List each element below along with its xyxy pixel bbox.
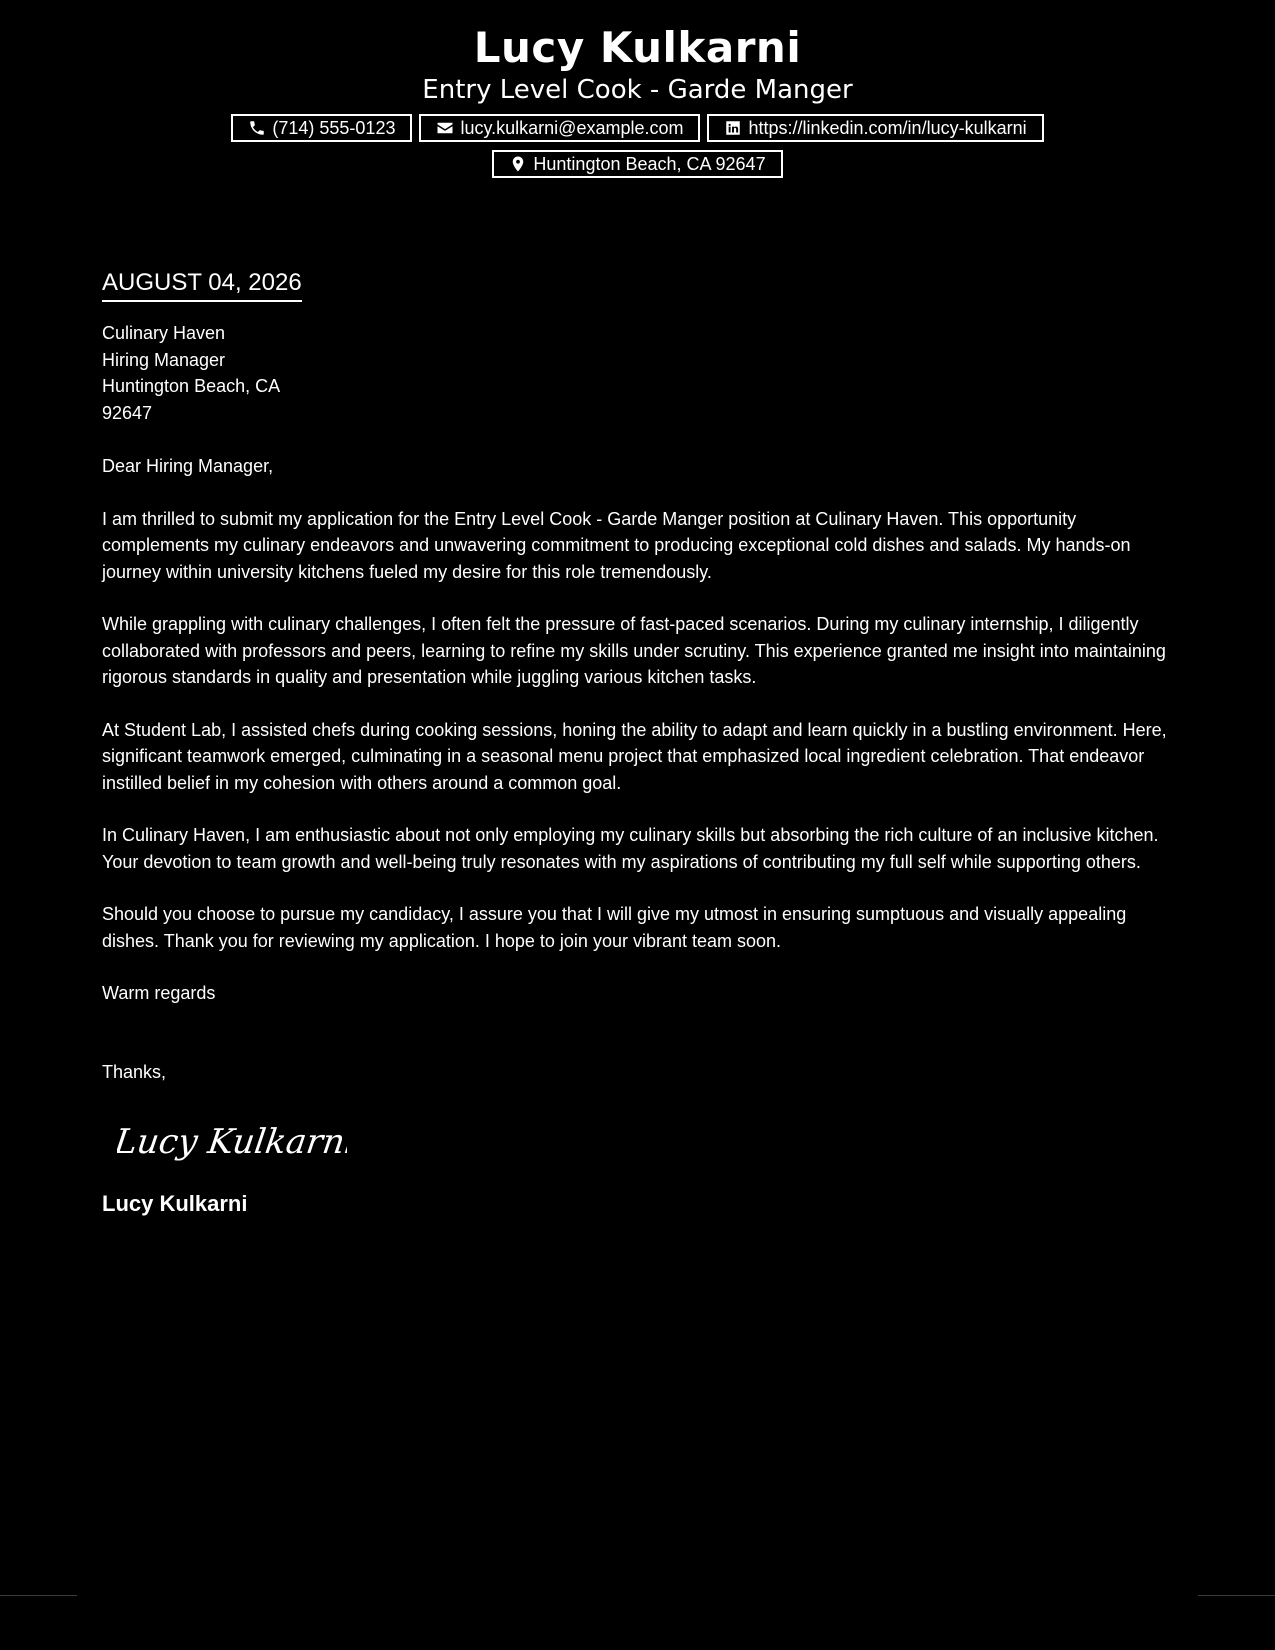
body-paragraph: I am thrilled to submit my application for the Entry Level Cook - Garde Manger position at Culinary Haven. This opportunity complements my culinary endeavors and unwavering commitment to producing exceptional cold dishes and salads. My hands-on journey within university kitchens fueled my desire for this role tremendously.	[102, 508, 1131, 582]
email-text: lucy.kulkarni@example.com	[460, 118, 684, 138]
applicant-role: Entry Level Cook - Garde Manger	[422, 75, 853, 105]
recipient-city: Huntington Beach, CA	[102, 376, 281, 396]
body-paragraph: While grappling with culinary challenges, I often felt the pressure of fast-paced scenarios. During my culinary internship, I diligently collaborated with professors and peers, learning to refine my skills under scrutiny. This experience granted me insight into maintaining rigorous standards in quality and presentation while juggling various kitchen tasks.	[102, 614, 1166, 687]
phone-text: (714) 555-0123	[272, 118, 396, 138]
recipient-title: Hiring Manager	[102, 349, 226, 370]
body-paragraph: At Student Lab, I assisted chefs during cooking sessions, honing the ability to adapt and learn quickly in a bustling environment. Here, significant teamwork emerged, culminating in a seasonal menu project that emphasized local ingredient celebration. That endeavor instilled belief in my cohesion with others around a common goal.	[102, 719, 1167, 793]
contact-location[interactable]	[492, 150, 782, 178]
map-pin-icon	[509, 155, 527, 173]
contact-list	[198, 114, 1078, 178]
linkedin-text: https://linkedin.com/in/lucy-kulkarni	[748, 118, 1027, 138]
salutation: Dear Hiring Manager,	[102, 456, 274, 476]
thanks-line: Thanks,	[102, 1061, 167, 1082]
phone-icon	[248, 119, 266, 137]
handwritten-signature	[117, 1111, 347, 1171]
svg-text:Lucy Kulkarni: Lucy Kulkarni	[117, 1122, 347, 1162]
body-paragraph: Should you choose to pursue my candidacy, I assure you that I will give my utmost in ensuring sumptuous and visually appealing dishes. Thank you for reviewing my application. I hope to join your vibrant team soon.	[102, 904, 1127, 951]
contact-linkedin[interactable]	[707, 114, 1043, 142]
contact-phone[interactable]	[231, 114, 412, 142]
footer-divider-left	[0, 1595, 77, 1596]
applicant-name: Lucy Kulkarni	[473, 23, 802, 72]
location-text: Huntington Beach, CA 92647	[533, 154, 766, 174]
recipient-company: Culinary Haven	[102, 323, 226, 343]
closing: Warm regards	[102, 983, 216, 1003]
letter-body	[102, 266, 1174, 1219]
contact-email[interactable]	[419, 114, 700, 142]
envelope-icon	[436, 119, 454, 137]
recipient-block	[102, 320, 1174, 426]
body-paragraph: In Culinary Haven, I am enthusiastic about not only employing my culinary skills but absorbing the rich culture of an inclusive kitchen. Your devotion to team growth and well-being truly resonates with my aspirations of contributing my full self while supporting others.	[102, 825, 1159, 872]
linkedin-icon	[724, 119, 742, 137]
letter-header	[0, 22, 1275, 178]
recipient-zip: 92647	[102, 402, 153, 423]
signed-name: Lucy Kulkarni	[102, 1190, 248, 1216]
footer-divider-right	[1198, 1595, 1275, 1596]
letter-date: AUGUST 04, 2026	[102, 266, 302, 302]
